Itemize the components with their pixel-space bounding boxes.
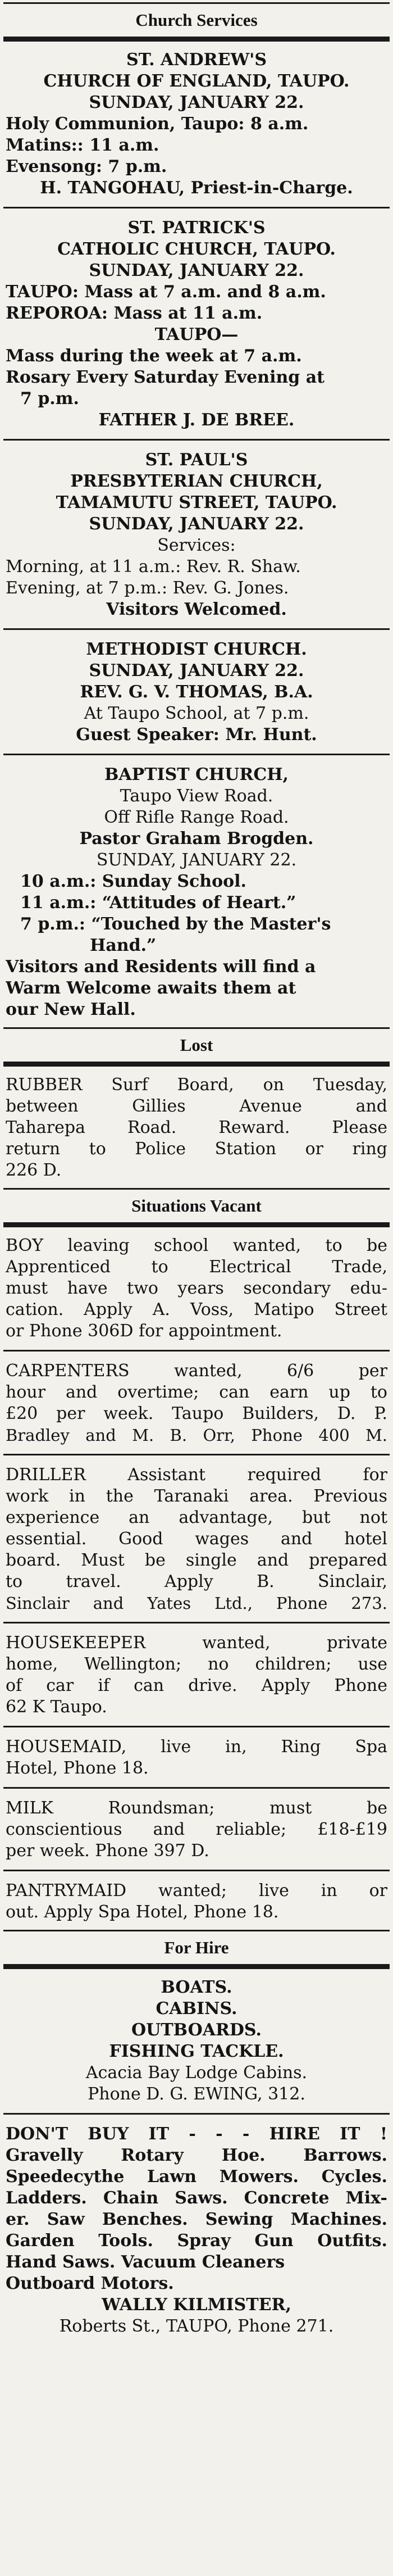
ad-line: HOUSEKEEPER wanted, private xyxy=(6,1633,387,1653)
ad-line: er. Saw Benches. Sewing Machines. xyxy=(6,2210,387,2229)
ad-line: 62 K Taupo. xyxy=(6,1697,107,1717)
ad-line: must have two years secondary edu- xyxy=(6,1278,387,1298)
ad-line: Rosary Every Saturday Evening at xyxy=(6,368,325,387)
ad-line: METHODIST CHURCH. xyxy=(86,640,307,659)
ad-line: Sinclair and Yates Ltd., Phone 273. xyxy=(6,1594,387,1613)
ad-line: Matins:: 11 a.m. xyxy=(6,135,159,155)
ad-line: per week. Phone 397 D. xyxy=(6,1841,209,1861)
ad-baptist xyxy=(0,764,393,1021)
ad-line: BOATS. xyxy=(161,1978,232,1997)
ad-line: CHURCH OF ENGLAND, TAUPO. xyxy=(43,71,350,91)
ad-line: Services: xyxy=(157,536,236,555)
divider xyxy=(3,1726,390,1727)
ad-st-pauls xyxy=(0,450,393,620)
ad-line: Holy Communion, Taupo: 8 a.m. xyxy=(6,114,309,134)
section-heading-for-hire: For Hire xyxy=(164,1938,229,1957)
ad-line: cation. Apply A. Voss, Matipo Street xyxy=(6,1300,387,1319)
ad-line: Pastor Graham Brogden. xyxy=(79,829,314,849)
divider xyxy=(3,1350,390,1352)
ad-line: Outboard Motors. xyxy=(6,2274,174,2293)
divider xyxy=(3,207,390,208)
ad-line: board. Must be single and prepared xyxy=(6,1550,387,1570)
ad-line: Roberts St., TAUPO, Phone 271. xyxy=(59,2316,334,2336)
section-rule xyxy=(3,1964,390,1969)
ad-line: Evening, at 7 p.m.: Rev. G. Jones. xyxy=(6,578,289,598)
ad-line: Phone D. G. EWING, 312. xyxy=(88,2084,305,2104)
ad-line: RUBBER Surf Board, on Tuesday, xyxy=(6,1075,387,1095)
ad-milk xyxy=(0,1798,393,1862)
divider xyxy=(3,2113,390,2115)
ad-st-andrews xyxy=(0,49,393,199)
ad-line: SUNDAY, JANUARY 22. xyxy=(89,261,304,280)
ad-line: ST. ANDREW'S xyxy=(126,50,267,70)
ad-line: 10 a.m.: Sunday School. xyxy=(20,872,246,891)
ad-line: PRESBYTERIAN CHURCH, xyxy=(70,471,323,491)
divider xyxy=(3,1622,390,1623)
ad-line: hour and overtime; can earn up to xyxy=(6,1382,387,1402)
ad-line: FISHING TACKLE. xyxy=(109,2042,284,2061)
ad-line: Taupo View Road. xyxy=(120,786,273,806)
ad-dont-buy-it xyxy=(0,2124,393,2337)
ad-line: REPOROA: Mass at 11 a.m. xyxy=(6,303,263,323)
ad-driller xyxy=(0,1464,393,1614)
ad-pantrymaid xyxy=(0,1880,393,1923)
ad-line: H. TANGOHAU, Priest-in-Charge. xyxy=(40,178,353,198)
ad-line: Visitors and Residents will find a xyxy=(6,957,316,977)
ad-line: Ladders. Chain Saws. Concrete Mix- xyxy=(6,2188,387,2208)
ad-line: SUNDAY, JANUARY 22. xyxy=(96,850,297,870)
ad-line: 7 p.m.: “Touched by the Master's xyxy=(20,914,331,934)
ad-boy xyxy=(0,1235,393,1342)
ad-line: our New Hall. xyxy=(6,1000,136,1019)
ad-line: Hand.” xyxy=(90,936,157,955)
ad-housekeeper xyxy=(0,1632,393,1718)
ad-line: Garden Tools. Spray Gun Outfits. xyxy=(6,2231,387,2251)
ad-line: work in the Taranaki area. Previous xyxy=(6,1486,387,1506)
ad-line: between Gillies Avenue and xyxy=(6,1096,387,1116)
section-heading-situations-vacant: Situations Vacant xyxy=(131,1196,262,1216)
ad-line: TAUPO: Mass at 7 a.m. and 8 a.m. xyxy=(6,282,326,302)
ad-line: experience an advantage, but not xyxy=(6,1508,387,1527)
ad-line: Hotel, Phone 18. xyxy=(6,1758,149,1778)
ad-line: SUNDAY, JANUARY 22. xyxy=(89,93,304,112)
ad-line: Hand Saws. Vacuum Cleaners xyxy=(6,2252,285,2272)
ad-methodist xyxy=(0,639,393,746)
ad-st-patricks xyxy=(0,217,393,431)
section-rule xyxy=(3,1062,390,1067)
ad-line: REV. G. V. THOMAS, B.A. xyxy=(80,682,313,702)
ad-line: Apprenticed to Electrical Trade, xyxy=(6,1257,387,1277)
ad-line: CATHOLIC CHURCH, TAUPO. xyxy=(57,239,336,259)
ad-line: Speedecythe Lawn Mowers. Cycles. xyxy=(6,2167,387,2187)
ad-line: or Phone 306D for appointment. xyxy=(6,1321,282,1341)
ad-line: Bradley and M. B. Orr, Phone 400 M. xyxy=(6,1426,387,1445)
ad-line: ST. PAUL'S xyxy=(145,450,248,470)
ad-line: Morning, at 11 a.m.: Rev. R. Shaw. xyxy=(6,557,301,577)
ad-housemaid xyxy=(0,1736,393,1779)
divider xyxy=(3,439,390,441)
ad-line: MILK Roundsman; must be xyxy=(6,1798,387,1818)
ad-carpenters xyxy=(0,1360,393,1446)
ad-line: Warm Welcome awaits them at xyxy=(6,978,296,998)
ad-line: TAUPO— xyxy=(154,325,239,344)
ad-line: CABINS. xyxy=(156,1999,237,2019)
ad-line: Acacia Bay Lodge Cabins. xyxy=(85,2063,308,2083)
ad-line: SUNDAY, JANUARY 22. xyxy=(89,514,304,534)
ad-line: Gravelly Rotary Hoe. Barrows. xyxy=(6,2146,387,2165)
ad-line: FATHER J. DE BREE. xyxy=(98,410,295,430)
divider xyxy=(3,1870,390,1871)
divider xyxy=(3,1787,390,1789)
divider xyxy=(3,1454,390,1455)
ad-line: to travel. Apply B. Sinclair, xyxy=(6,1572,387,1591)
ad-line: PANTRYMAID wanted; live in or xyxy=(6,1881,387,1901)
ad-boats xyxy=(0,1977,393,2105)
ad-line: Guest Speaker: Mr. Hunt. xyxy=(76,725,317,745)
ad-line: OUTBOARDS. xyxy=(131,2020,262,2040)
ad-line: of car if can drive. Apply Phone xyxy=(6,1676,387,1695)
ad-line: Mass during the week at 7 a.m. xyxy=(6,346,302,366)
ad-line: DRILLER Assistant required for xyxy=(6,1465,387,1485)
ad-line: essential. Good wages and hotel xyxy=(6,1529,387,1549)
ad-line: BOY leaving school wanted, to be xyxy=(6,1236,387,1255)
ad-line: Off Rifle Range Road. xyxy=(104,808,289,827)
ad-line: TAMAMUTU STREET, TAUPO. xyxy=(56,493,337,513)
ad-line: SUNDAY, JANUARY 22. xyxy=(89,661,304,681)
ad-line: 226 D. xyxy=(6,1160,62,1180)
section-rule xyxy=(3,1222,390,1227)
ad-line: ST. PATRICK'S xyxy=(127,218,266,238)
ad-line: out. Apply Spa Hotel, Phone 18. xyxy=(6,1902,279,1922)
ad-line: home, Wellington; no children; use xyxy=(6,1654,387,1674)
divider xyxy=(3,628,390,630)
ad-line: At Taupo School, at 7 p.m. xyxy=(84,704,309,723)
section-heading-lost: Lost xyxy=(180,1035,213,1055)
ad-line: Visitors Welcomed. xyxy=(106,600,287,619)
section-rule xyxy=(3,37,390,42)
ad-line: conscientious and reliable; £18-£19 xyxy=(6,1820,387,1839)
ad-line: return to Police Station or ring xyxy=(6,1139,387,1159)
ad-line: DON'T BUY IT - - - HIRE IT ! xyxy=(6,2124,387,2144)
ad-line: 11 a.m.: “Attitudes of Heart.” xyxy=(20,893,296,913)
section-heading-church-services: Church Services xyxy=(135,10,258,30)
ad-line: BAPTIST CHURCH, xyxy=(104,765,289,784)
ad-line: WALLY KILMISTER, xyxy=(102,2295,291,2315)
ad-line: HOUSEMAID, live in, Ring Spa xyxy=(6,1737,387,1757)
ad-line: 7 p.m. xyxy=(20,389,79,409)
ad-line: Taharepa Road. Reward. Please xyxy=(6,1118,387,1137)
ad-rubber-surf-board xyxy=(0,1074,393,1181)
ad-line: £20 per week. Taupo Builders, D. P. xyxy=(6,1404,387,1423)
divider xyxy=(3,754,390,755)
ad-line: Evensong: 7 p.m. xyxy=(6,157,167,176)
ad-line: CARPENTERS wanted, 6/6 per xyxy=(6,1361,387,1381)
